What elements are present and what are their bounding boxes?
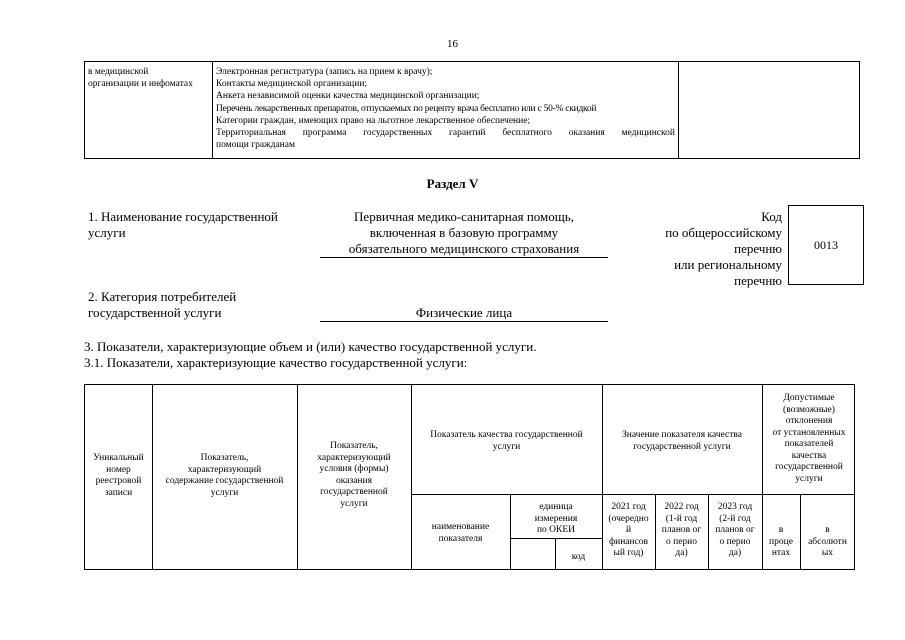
service-name-label: 1. Наименование государственной — [88, 209, 278, 224]
table-header-line: измерения — [534, 513, 578, 524]
info-table-location-cell — [85, 62, 213, 158]
item-3-text: 3. Показатели, характеризующие объем и (или) качество государственной услуги. — [84, 339, 537, 354]
table-header-line: услуги — [492, 441, 521, 452]
table-header-line: 2021 год — [611, 502, 646, 512]
table-header-line: услуги — [340, 498, 368, 509]
header-year-2021 — [602, 502, 655, 560]
table-header-line: 2022 год — [664, 502, 699, 512]
consumer-category-value: Физические лица — [320, 305, 608, 322]
service-name-value: Первичная медико-санитарная помощь, — [354, 209, 574, 224]
info-content-line: Перечень лекарственных препаратов, отпускаемых по рецепту врача бесплатно или с 50-% скидкой — [216, 103, 597, 114]
table-header-line: (возможные) — [783, 404, 835, 415]
quality-indicators-table — [84, 384, 855, 570]
info-location-line: организации и инфоматах — [88, 79, 193, 89]
table-header-line: 2023 год — [717, 502, 753, 512]
table-header-line: в — [825, 525, 830, 535]
table-header-line: планов ог — [715, 525, 755, 535]
info-content-line: Анкета независимой оценки качества медицинской организации; — [216, 91, 480, 102]
table-header-line: Уникальный — [93, 453, 144, 463]
header-unique-number — [85, 453, 152, 499]
header-conditions-indicator — [297, 441, 411, 510]
info-content-line: Категории граждан, имеющих право на льготное лекарственное обеспечение; — [216, 115, 531, 126]
header-deviation-absolute — [800, 525, 855, 560]
table-header-line: показателя — [438, 533, 483, 544]
table-header-line: государственной — [320, 487, 388, 497]
table-header-line: Значение показателя качества — [621, 430, 743, 440]
table-header-line: услуги — [795, 473, 823, 484]
header-indicator-name — [411, 522, 510, 545]
header-year-2023 — [708, 502, 762, 560]
header-deviation-percent — [762, 525, 800, 560]
consumer-category-label: 2. Категория потребителей — [88, 289, 237, 304]
code-label: перечню — [734, 241, 782, 256]
consumer-category-label-2: государственной услуги — [88, 305, 222, 320]
table-header-line: да) — [675, 548, 688, 558]
info-location-line: в медицинской — [88, 67, 149, 77]
header-allowed-deviation — [762, 393, 856, 485]
table-header-line: Допустимые — [783, 393, 835, 403]
table-header-line: проце — [769, 536, 793, 547]
table-header-line: (2-й год — [719, 513, 751, 524]
table-header-line: государственной — [775, 462, 843, 472]
info-content-line: Контакты медицинской организации; — [216, 79, 368, 90]
table-header-line: (1-й год — [665, 513, 698, 524]
table-header-line: записи — [104, 487, 133, 498]
table-header-line: Показатель качества государственной — [430, 430, 583, 440]
table-header-line: оказания — [336, 475, 372, 486]
service-name-value-2: включенная в базовую программу — [369, 225, 559, 240]
header-unit — [510, 502, 602, 537]
info-table — [84, 61, 860, 159]
service-name-label-2: услуги — [88, 225, 126, 240]
table-header-line: да) — [728, 548, 742, 558]
table-header-line: о перио — [719, 536, 751, 547]
code-label: перечню — [734, 273, 782, 288]
table-header-line: качества — [791, 450, 827, 461]
table-header-line: ый год) — [613, 548, 644, 558]
table-header-line: отклонения — [785, 416, 833, 426]
table-header-line: номер — [106, 464, 131, 475]
info-content-line: помощи гражданам — [216, 140, 295, 151]
table-header-line: наименование — [431, 522, 490, 532]
table-header-line: Показатель, — [200, 453, 249, 463]
info-content-line: Территориальная программа государственных гарантий бесплатного оказания медицинской — [216, 128, 675, 139]
table-header-line: характеризующий — [187, 464, 262, 475]
service-name-value-3: обязательного медицинского страхования — [320, 241, 608, 258]
table-header-line: от установленных — [772, 427, 846, 438]
table-header-line: ых — [821, 548, 834, 558]
header-unit-code: код — [571, 552, 586, 562]
table-header-line: содержание государственной — [165, 476, 284, 486]
table-header-line: абсолютн — [808, 536, 847, 547]
table-header-line: (очередно — [608, 513, 649, 524]
code-label: Код — [761, 209, 782, 224]
table-header-line: планов ог — [661, 525, 702, 535]
table-header-line: характеризующий — [317, 452, 391, 463]
header-indicator-value — [602, 430, 762, 453]
table-header-line: в — [778, 525, 784, 535]
header-content-indicator — [152, 453, 297, 499]
table-header-line: нтах — [771, 548, 791, 558]
table-header-line: показателей — [784, 439, 834, 449]
table-header-line: государственной услуги — [633, 441, 731, 452]
table-header-line: по ОКЕИ — [536, 525, 576, 535]
table-header-line: Показатель, — [330, 441, 378, 451]
table-header-line: условия (формы) — [319, 464, 389, 474]
info-content-line: Электронная регистратура (запись на прием к врачу); — [216, 67, 433, 77]
page-number: 16 — [447, 38, 458, 50]
table-header-line: единица — [539, 502, 573, 512]
header-quality-indicator — [411, 430, 602, 453]
table-header-line: о перио — [665, 536, 697, 547]
table-header-line: финансов — [608, 536, 649, 547]
code-value-box: 0013 — [788, 205, 864, 285]
code-label: по общероссийскому — [665, 225, 782, 240]
info-table-content-cell — [213, 62, 679, 158]
item-3-1-text: 3.1. Показатели, характеризующие качество государственной услуги: — [84, 355, 468, 370]
section-title: Раздел V — [426, 176, 479, 191]
table-header-line: й — [625, 525, 632, 535]
header-year-2022 — [655, 502, 708, 560]
code-label: или региональному — [674, 257, 782, 272]
table-header-line: услуги — [210, 487, 239, 498]
table-header-line: реестровой — [95, 476, 142, 486]
